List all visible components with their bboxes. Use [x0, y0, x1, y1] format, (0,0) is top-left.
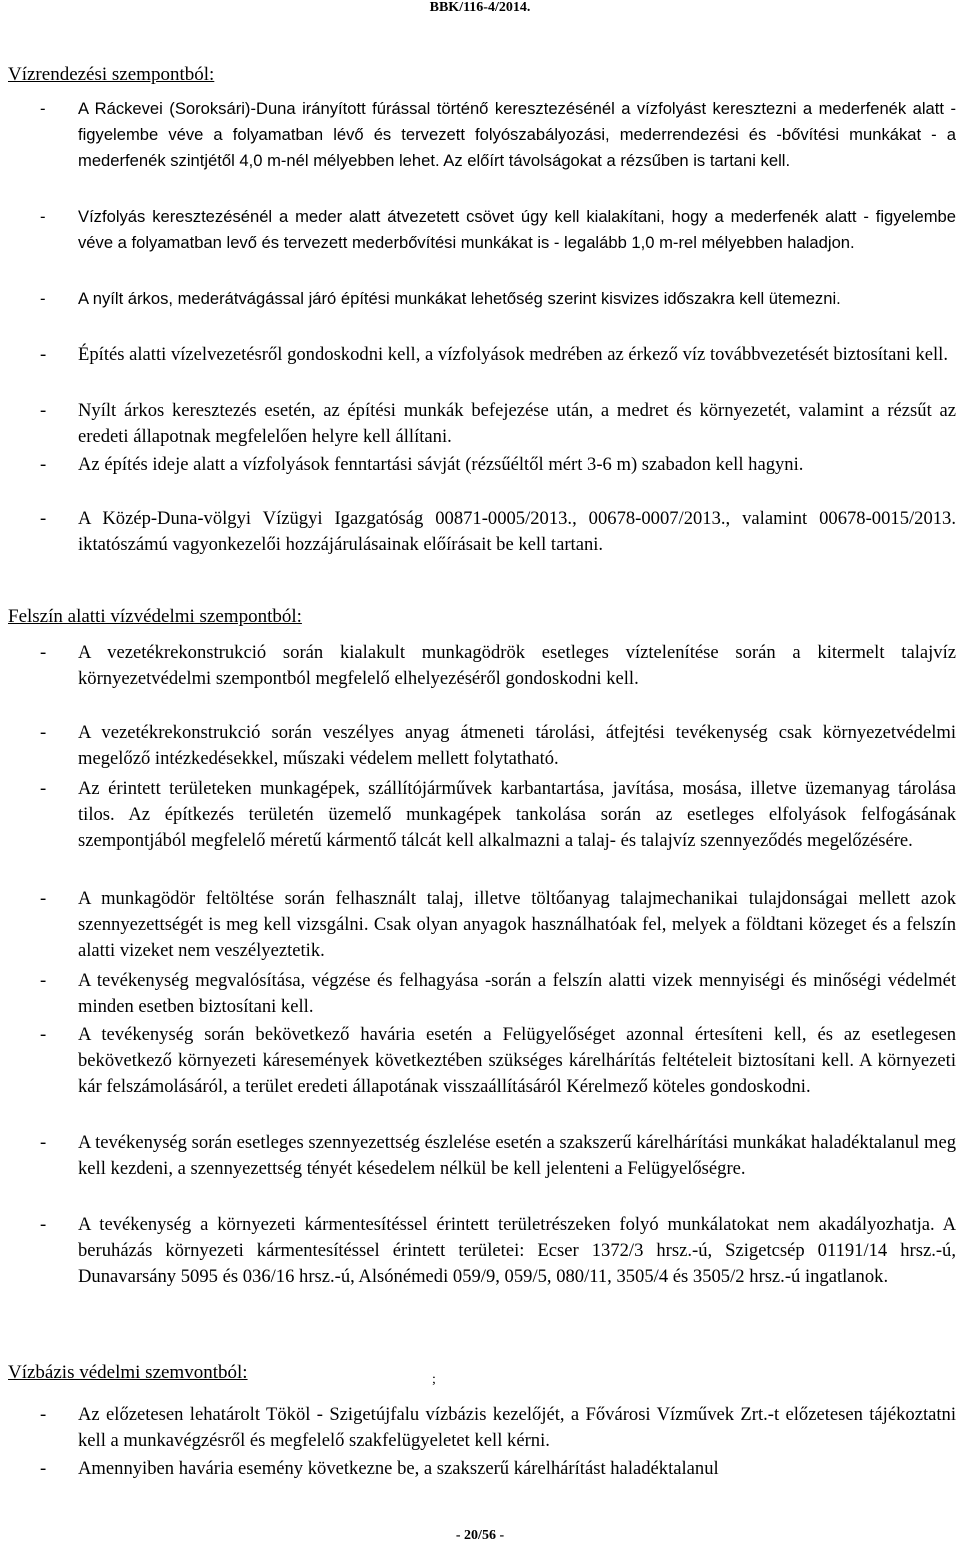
list-item: - A Közép-Duna-völgyi Vízügyi Igazgatóság 00871-0005/2013., 00678-0007/2013., valamint 00678-0015/2013. iktatószámú vagyonkezelői hozzájárulásainak előírásait be kell tartani. — [40, 508, 956, 556]
list-item: - A tevékenység során esetleges szennyezettség észlelése esetén a szakszerű kárelhárítási munkákat haladéktalanul meg kell kezdeni, a szennyezettség tényét késedelem nélkül be kell jelenteni a Felügyelőségre. — [40, 1132, 956, 1180]
list-item: - A tevékenység során bekövetkező havária esetén a Felügyelőséget azonnal értesíteni kell, és az esetlegesen bekövetkező környezeti káresemények következtében szükséges kárelhárítás feltételeit biztosítani kell. A környezeti kár felszámolásáról, a terület eredeti állapotának visszaállításáról Kérelmező köteles gondoskodni. — [40, 1024, 956, 1098]
list-item: - A munkagödör feltöltése során felhasznált talaj, illetve töltőanyag talajmechanikai tulajdonságai mellett azok szennyezettségét is meg kell vizsgálni. Csak olyan anyagok használhatóak fel, melyek a földtani közeget és a felszín alatti vizeket nem veszélyeztetik. — [40, 888, 956, 962]
section-title-vizbazis: Vízbázis védelmi szemvontból: — [8, 1362, 248, 1383]
list-item: - A tevékenység megvalósítása, végzése és felhagyása -során a felszín alatti vizek mennyiségi és minőségi védelmét minden esetben biztosítani kell. — [40, 970, 956, 1018]
document-id: BBK/116-4/2014. — [429, 0, 531, 15]
section-title-vizrendezesi: Vízrendezési szempontból: — [8, 64, 215, 85]
list-item: - Az érintett területeken munkagépek, szállítójárművek karbantartása, javítása, mosása, illetve üzemanyag tárolása tilos. Az építkezés területén üzemelő munkagépek tankolása során az esetleges elfolyások felfogásának szempontjából megfelelő méretű kármentő tálcát kell alkalmazni a talaj- és talajvíz szennyeződés megelőzésére. — [40, 778, 956, 852]
list-item: - A nyílt árkos, mederátvágással járó építési munkákat lehetőség szerint kisvizes időszakra kell ütemezni. — [40, 289, 841, 308]
list-item: - Építés alatti vízelvezetésről gondoskodni kell, a vízfolyások medrében az érkező víz továbbvezetését biztosítani kell. — [40, 344, 948, 365]
list-item: - A vezetékrekonstrukció során kialakult munkagödrök esetleges víztelenítése során a kitermelt talajvíz környezetvédelmi szempontból megfelelő elhelyezéséről gondoskodni kell. — [40, 642, 956, 690]
list-item: - A tevékenység a környezeti kármentesítéssel érintett területrészeken folyó munkálatokat nem akadályozhatja. A beruházás környezeti kármentesítéssel érintett területei: Ecser 1372/3 hrsz.-ú, Szigetcsép 01191/14 hrsz.-ú, Dunavarsány 5095 és 036/16 hrsz.-ú, Alsónémedi 059/9, 059/5, 080/11, 3505/4 és 3505/2 hrsz.-ú ingatlanok. — [40, 1214, 956, 1288]
list-item: - A Ráckevei (Soroksári)-Duna irányított fúrással történő keresztezésénél a vízfolyást keresztezni a mederfenék alatt - figyelembe véve a folyamatban lévő és tervezett folyószabályozási, mederrendezési és -bővítési munkákat - a mederfenék szintjétől 4,0 m-nél mélyebben lehet. Az előírt távolságokat a rézsűben is tartani kell. — [40, 99, 956, 171]
section-title-felszin-alatti: Felszín alatti vízvédelmi szempontból: — [8, 606, 302, 627]
page-number: - 20/56 - — [455, 1528, 505, 1543]
list-item: - A vezetékrekonstrukció során veszélyes anyag átmeneti tárolási, átfejtési tevékenység csak környezetvédelmi megelőző intézkedésekkel, műszaki védelem mellett folytatható. — [40, 722, 956, 770]
list-item: - Nyílt árkos keresztezés esetén, az építési munkák befejezése után, a medret és környezetét, valamint a rézsűt az eredeti állapotnak megfelelően helyre kell állítani. — [40, 400, 956, 448]
list-item: - Az építés ideje alatt a vízfolyások fenntartási sávját (rézsűéltől mért 3-6 m) szabadon kell hagyni. — [40, 454, 804, 475]
list-item: - Az előzetesen lehatárolt Tököl - Szigetújfalu vízbázis kezelőjét, a Fővárosi Vízművek Zrt.-t előzetesen tájékoztatni kell a munkavégzésről és megfelelő szakfelügyeletet kell kérni. — [40, 1404, 956, 1452]
stray-mark: ; — [432, 1372, 436, 1387]
list-item: - Vízfolyás keresztezésénél a meder alatt átvezetett csövet úgy kell kialakítani, hogy a mederfenék alatt - figyelembe véve a folyamatban levő és tervezett mederbővítési munkákat is - legalább 1,0 m-rel mélyebben haladjon. — [40, 207, 956, 253]
list-item: - Amennyiben havária esemény következne be, a szakszerű kárelhárítást haladéktalanul — [40, 1458, 719, 1479]
